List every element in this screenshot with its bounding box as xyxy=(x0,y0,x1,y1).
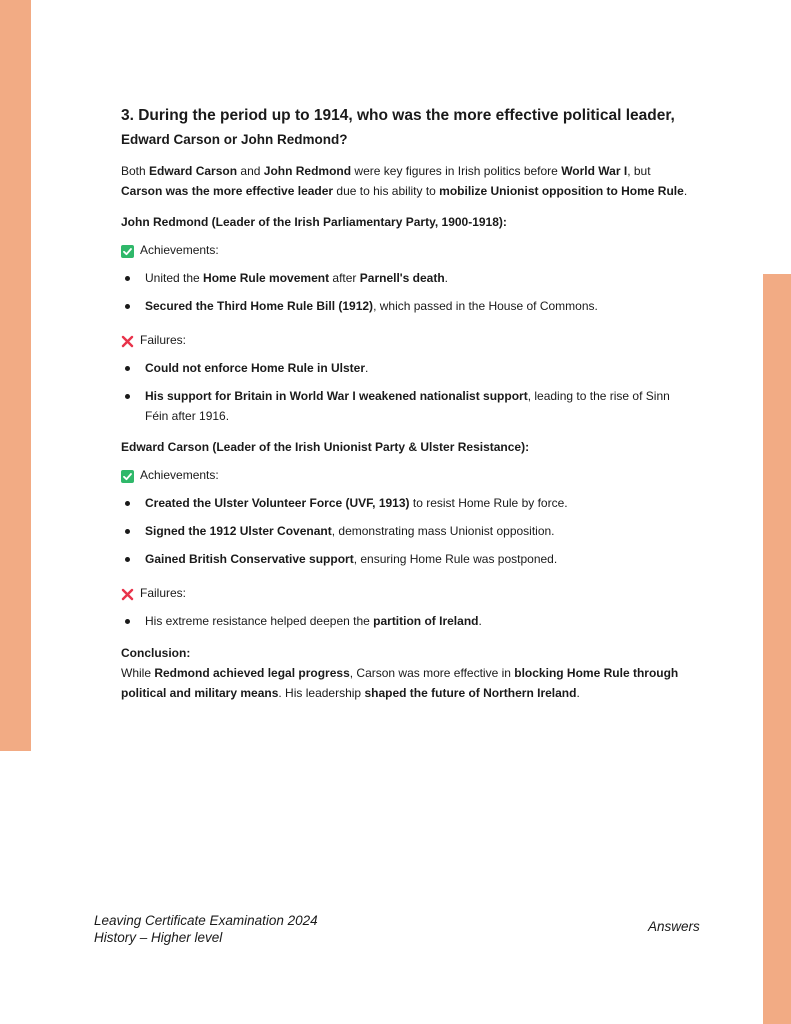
list-item: United the Home Rule movement after Parnell's death. xyxy=(121,268,691,288)
redmond-heading: John Redmond (Leader of the Irish Parliamentary Party, 1900-1918): xyxy=(121,215,507,229)
check-box-icon xyxy=(121,244,134,257)
list-item: His extreme resistance helped deepen the partition of Ireland. xyxy=(121,611,691,631)
redmond-achievements-label: Achievements: xyxy=(121,240,691,260)
redmond-achievements-list xyxy=(121,268,691,316)
carson-achievements-list xyxy=(121,493,691,569)
carson-heading: Edward Carson (Leader of the Irish Unionist Party & Ulster Resistance): xyxy=(121,440,530,454)
cross-mark-icon xyxy=(121,587,134,600)
conclusion-heading: Conclusion: xyxy=(121,646,191,660)
list-item: Signed the 1912 Ulster Covenant, demonstrating mass Unionist opposition. xyxy=(121,521,691,541)
footer-exam-info xyxy=(94,912,318,946)
cross-mark-icon xyxy=(121,334,134,347)
check-box-icon xyxy=(121,469,134,482)
conclusion-paragraph: While Redmond achieved legal progress, Carson was more effective in blocking Home Rule through political and military means. His leadership shaped the future of Northern Ireland. xyxy=(121,666,679,700)
list-item: His support for Britain in World War I weakened nationalist support, leading to the rise of Sinn Féin after 1916. xyxy=(121,386,691,426)
redmond-failures-list xyxy=(121,358,691,426)
question-title xyxy=(121,104,691,150)
answer-content xyxy=(121,104,691,703)
footer-exam-title: Leaving Certificate Examination 2024 xyxy=(94,913,318,928)
question-line-2: Edward Carson or John Redmond? xyxy=(121,132,348,147)
intro-paragraph: Both Edward Carson and John Redmond were key figures in Irish politics before World War I, but Carson was the more effective leader due to his ability to mobilize Unionist opposition to Home Rule. xyxy=(121,164,688,198)
carson-failures-label: Failures: xyxy=(121,583,691,603)
carson-achievements-label: Achievements: xyxy=(121,465,691,485)
left-accent-bar xyxy=(0,0,31,751)
list-item: Created the Ulster Volunteer Force (UVF, 1913) to resist Home Rule by force. xyxy=(121,493,691,513)
carson-failures-list xyxy=(121,611,691,631)
list-item: Gained British Conservative support, ensuring Home Rule was postponed. xyxy=(121,549,691,569)
footer-level: History – Higher level xyxy=(94,930,223,945)
question-line-1: 3. During the period up to 1914, who was the more effective political leader, xyxy=(121,107,675,124)
redmond-failures-label: Failures: xyxy=(121,330,691,350)
list-item: Could not enforce Home Rule in Ulster. xyxy=(121,358,691,378)
footer-answers-label: Answers xyxy=(648,919,700,934)
list-item: Secured the Third Home Rule Bill (1912), which passed in the House of Commons. xyxy=(121,296,691,316)
right-accent-bar xyxy=(763,274,791,1024)
